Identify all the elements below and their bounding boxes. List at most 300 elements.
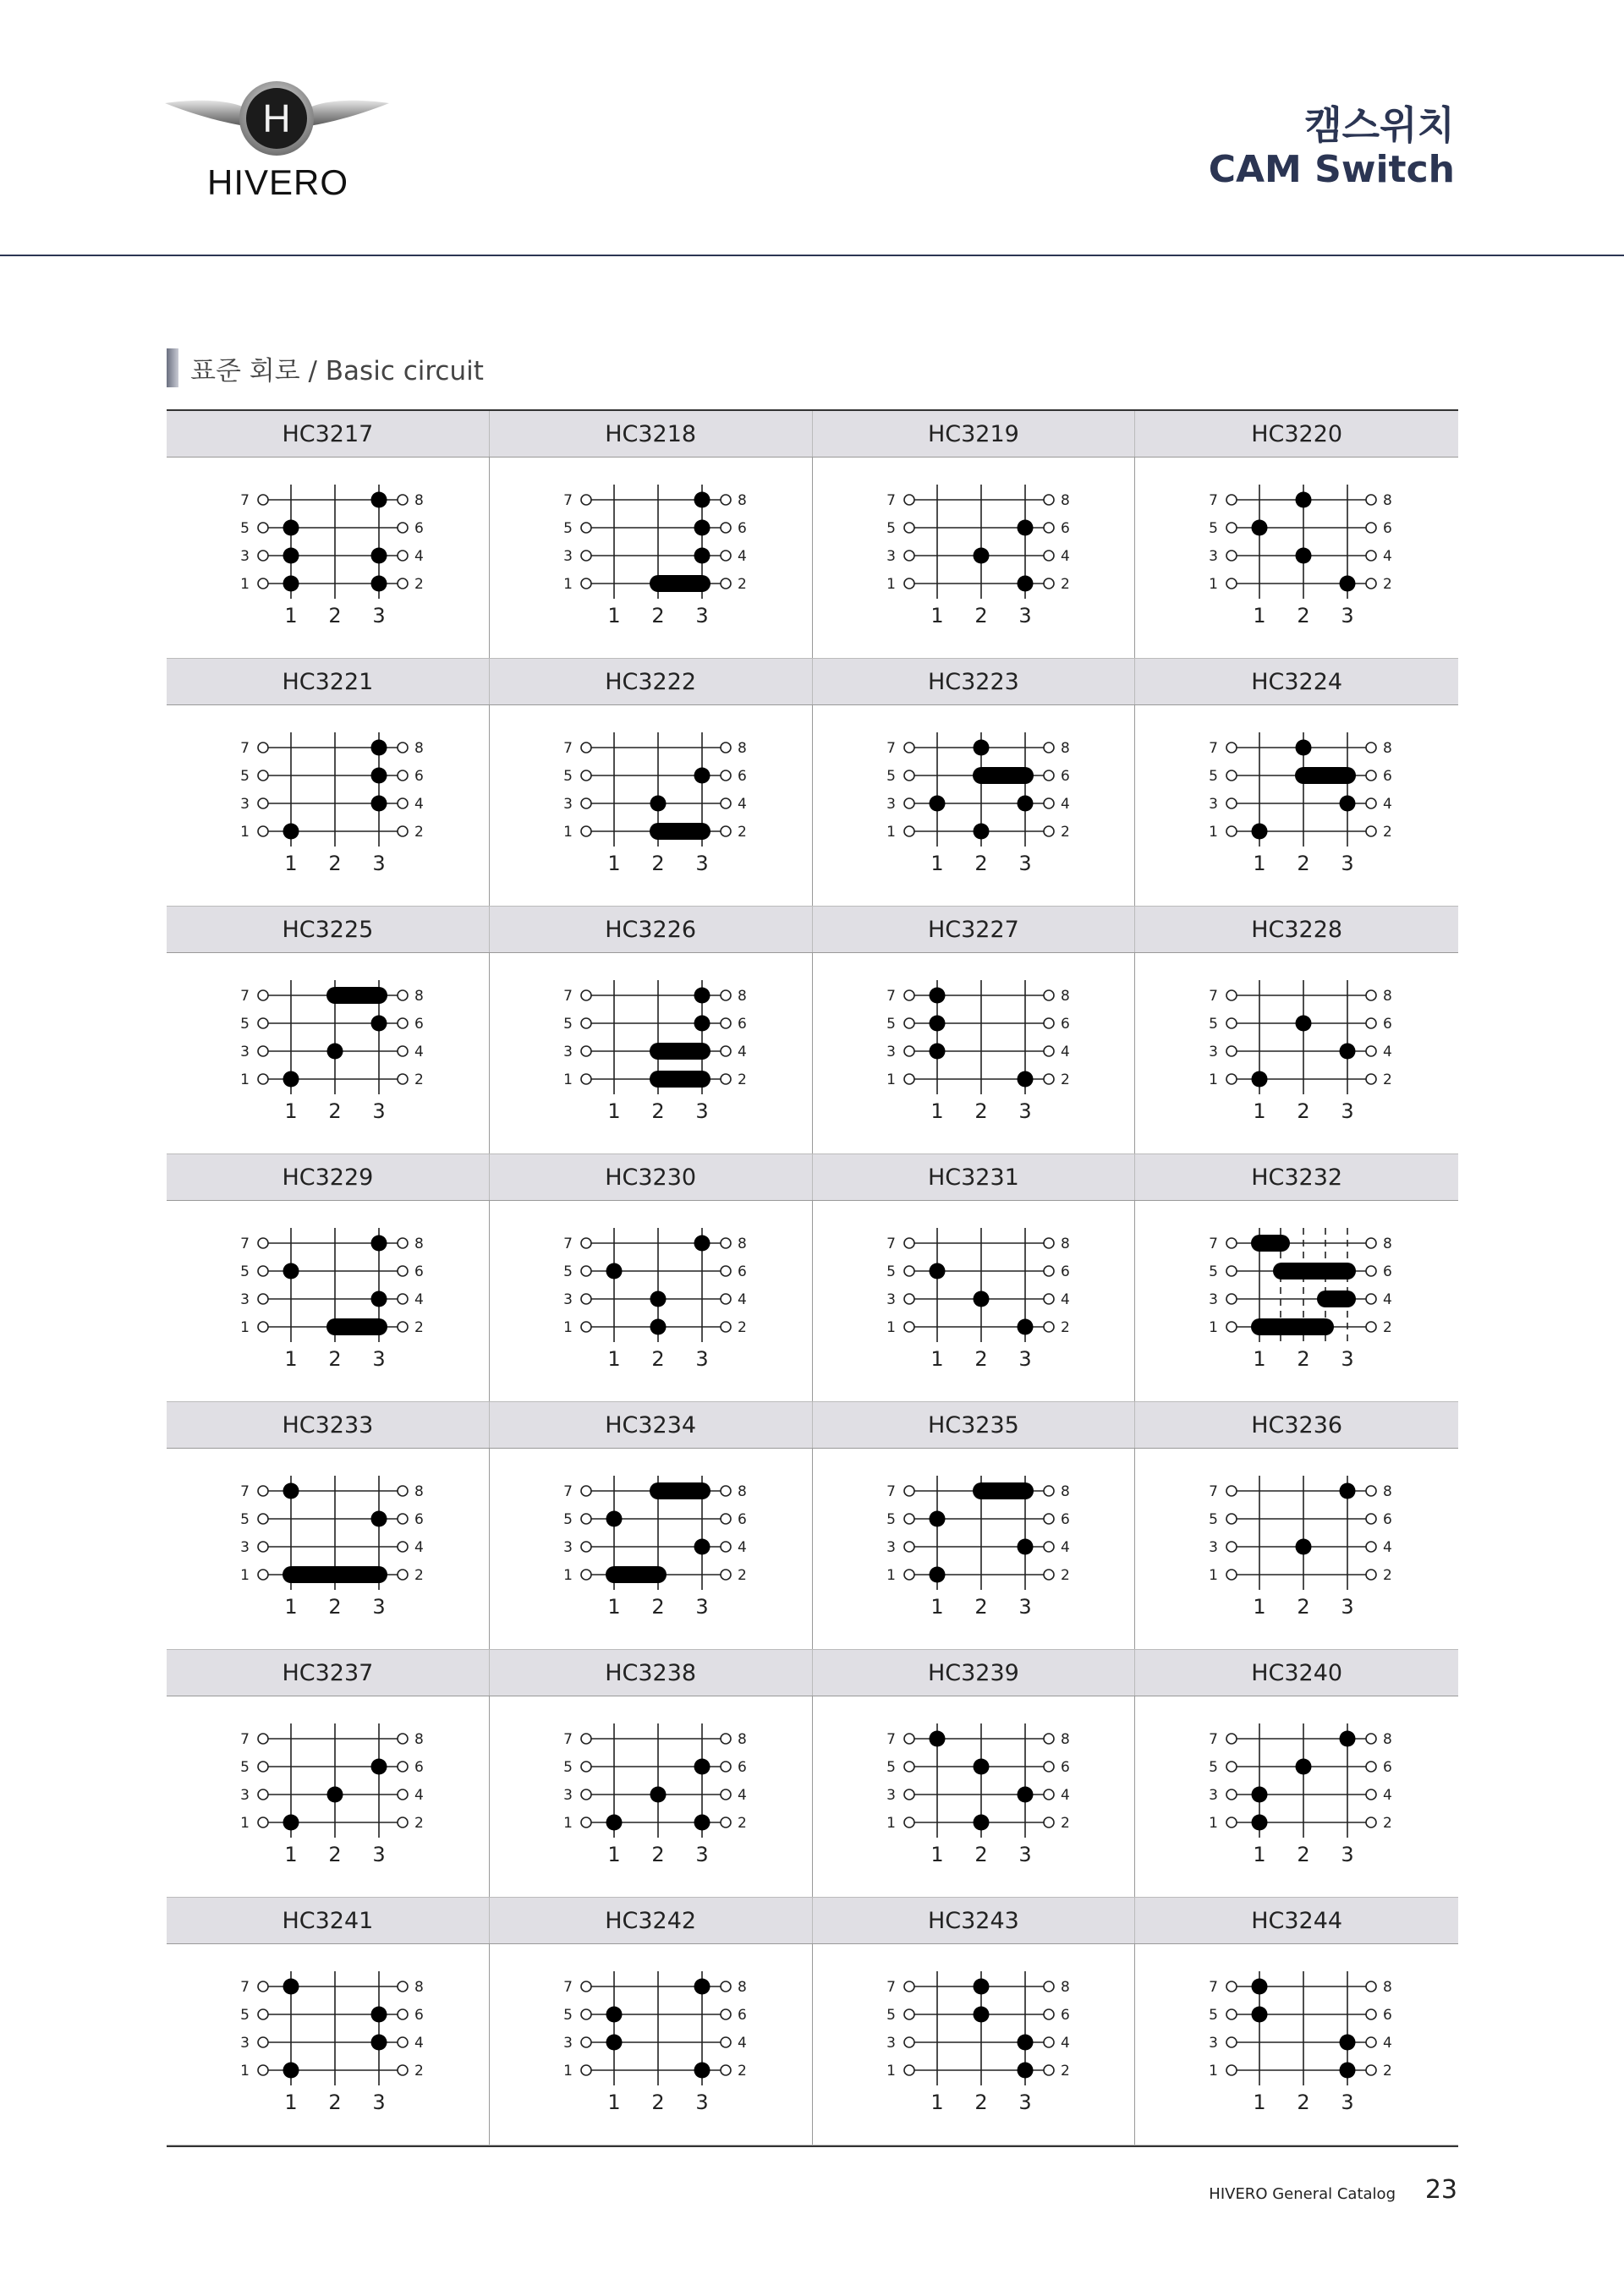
terminal-right — [1044, 1789, 1054, 1800]
contact-closed-dot — [1017, 1319, 1033, 1335]
terminal-label-right: 2 — [1383, 1319, 1393, 1336]
footer-catalog-name: HIVERO General Catalog — [1209, 2185, 1396, 2203]
contact-closed-dot — [283, 1979, 299, 1995]
terminal-left — [904, 2037, 914, 2047]
contact-closed-dot — [973, 548, 989, 564]
terminal-left — [904, 1074, 914, 1084]
terminal-label-right: 4 — [1383, 1291, 1393, 1308]
diagram-row — [167, 1201, 1458, 1402]
terminal-label-left: 5 — [240, 1759, 250, 1776]
model-name: HC3224 — [1251, 668, 1343, 695]
position-label: 1 — [1253, 1347, 1266, 1371]
header-divider — [0, 255, 1624, 256]
diagram-row — [167, 1696, 1458, 1898]
position-label: 3 — [1018, 1347, 1032, 1371]
circuit-cell — [813, 705, 1136, 906]
terminal-label-right: 4 — [1383, 2035, 1393, 2052]
terminal-left — [904, 1294, 914, 1304]
terminal-label-left: 7 — [1209, 1979, 1219, 1996]
position-label: 2 — [651, 1347, 665, 1371]
terminal-right — [398, 770, 408, 781]
terminal-label-right: 4 — [1060, 796, 1070, 813]
terminal-left — [904, 1542, 914, 1552]
contact-closed-dot — [283, 520, 299, 536]
svg-text:H: H — [262, 96, 291, 140]
cam-switch-diagram — [813, 953, 1135, 1154]
terminal-left — [904, 1046, 914, 1056]
contact-closed-dot — [694, 1016, 710, 1032]
terminal-left — [904, 1322, 914, 1332]
terminal-label-right: 8 — [1383, 492, 1393, 509]
terminal-right — [1044, 2065, 1054, 2075]
contact-closed-dot — [1017, 2063, 1033, 2079]
terminal-label-left: 7 — [562, 740, 573, 757]
contact-closed-dot — [694, 988, 710, 1004]
contact-closed-dot — [283, 1483, 299, 1499]
section-marker — [167, 348, 178, 387]
terminal-label-right: 4 — [414, 2035, 424, 2052]
terminal-label-left: 7 — [240, 492, 250, 509]
position-label: 1 — [284, 852, 298, 875]
circuit-cell — [490, 458, 813, 658]
terminal-label-left: 3 — [886, 796, 896, 813]
terminal-left — [581, 1046, 591, 1056]
terminal-left — [258, 2065, 268, 2075]
terminal-right — [398, 1762, 408, 1772]
terminal-left — [258, 1074, 268, 1084]
model-name: HC3230 — [490, 1154, 813, 1200]
terminal-left — [258, 743, 268, 753]
terminal-left — [1226, 2065, 1237, 2075]
terminal-label-right: 6 — [1383, 1016, 1393, 1033]
terminal-right — [1366, 1266, 1376, 1276]
terminal-right — [398, 2009, 408, 2019]
cam-switch-diagram — [1135, 1449, 1457, 1650]
terminal-right — [398, 1018, 408, 1028]
terminal-label-left: 3 — [1209, 1787, 1219, 1804]
terminal-label-right: 6 — [1383, 1511, 1393, 1528]
terminal-right — [1044, 2009, 1054, 2019]
terminal-right — [1044, 1734, 1054, 1744]
contact-closed-dot — [1017, 520, 1033, 536]
terminal-left — [1226, 495, 1237, 505]
contact-closed-dot — [650, 1319, 666, 1335]
contact-closed-dot — [283, 1263, 299, 1280]
position-label: 3 — [1018, 1595, 1032, 1619]
terminal-label-right: 4 — [414, 796, 424, 813]
position-label: 3 — [1018, 1843, 1032, 1866]
terminal-label-left: 5 — [1209, 1759, 1219, 1776]
position-label: 1 — [930, 1595, 944, 1619]
terminal-left — [904, 551, 914, 561]
terminal-label-right: 6 — [414, 1759, 424, 1776]
terminal-label-right: 4 — [1383, 548, 1393, 565]
terminal-right — [721, 551, 731, 561]
terminal-right — [398, 990, 408, 1000]
terminal-label-left: 7 — [886, 988, 896, 1005]
terminal-left — [581, 2009, 591, 2019]
contact-closed-bar — [650, 823, 710, 840]
position-label: 1 — [607, 1099, 621, 1123]
contact-closed-dot — [1340, 2035, 1356, 2051]
terminal-left — [581, 1734, 591, 1744]
terminal-right — [1044, 798, 1054, 808]
circuit-cell — [813, 953, 1136, 1153]
contact-closed-dot — [650, 1787, 666, 1803]
contact-closed-dot — [650, 796, 666, 812]
model-name: HC3238 — [490, 1650, 813, 1696]
contact-closed-bar — [283, 1566, 387, 1583]
terminal-label-right: 4 — [1383, 1539, 1393, 1556]
model-name: HC3240 — [1251, 1659, 1343, 1686]
terminal-left — [904, 826, 914, 836]
contact-closed-bar — [326, 987, 387, 1004]
table-bottom-rule — [167, 2145, 1458, 2147]
terminal-label-left: 1 — [1209, 576, 1219, 593]
terminal-right — [1366, 770, 1376, 781]
terminal-right — [1366, 2037, 1376, 2047]
model-header-row — [167, 907, 1458, 953]
terminal-left — [581, 1074, 591, 1084]
terminal-right — [721, 1514, 731, 1524]
terminal-left — [904, 1762, 914, 1772]
contact-closed-dot — [371, 1236, 387, 1252]
terminal-label-right: 8 — [414, 1483, 424, 1500]
terminal-label-right: 2 — [414, 1319, 424, 1336]
terminal-label-left: 7 — [1209, 492, 1219, 509]
contact-closed-dot — [1340, 796, 1356, 812]
terminal-label-right: 4 — [737, 1044, 747, 1060]
terminal-right — [1044, 1046, 1054, 1056]
terminal-left — [904, 1570, 914, 1580]
terminal-right — [398, 1486, 408, 1496]
contact-closed-dot — [371, 1511, 387, 1527]
terminal-left — [904, 798, 914, 808]
contact-closed-dot — [694, 1979, 710, 1995]
terminal-label-left: 3 — [886, 2035, 896, 2052]
terminal-right — [1044, 1486, 1054, 1496]
terminal-left — [581, 743, 591, 753]
circuit-cell — [167, 458, 490, 658]
terminal-label-left: 3 — [240, 1539, 250, 1556]
terminal-label-right: 6 — [1060, 1016, 1070, 1033]
terminal-left — [581, 1570, 591, 1580]
terminal-label-left: 7 — [886, 1236, 896, 1252]
brand-logo — [165, 78, 389, 213]
terminal-label-left: 5 — [886, 1263, 896, 1280]
terminal-label-right: 8 — [737, 740, 747, 757]
terminal-label-right: 4 — [737, 1539, 747, 1556]
terminal-label-left: 1 — [240, 1815, 250, 1832]
terminal-label-left: 1 — [886, 1815, 896, 1832]
circuit-cell — [1135, 705, 1458, 906]
terminal-right — [1044, 1018, 1054, 1028]
terminal-right — [1366, 1046, 1376, 1056]
terminal-label-right: 2 — [1060, 1319, 1070, 1336]
terminal-left — [258, 495, 268, 505]
terminal-left — [258, 1266, 268, 1276]
terminal-left — [904, 1238, 914, 1248]
contact-closed-dot — [1252, 824, 1268, 840]
terminal-label-left: 1 — [240, 824, 250, 841]
section-heading — [167, 348, 484, 387]
contact-closed-dot — [929, 1044, 945, 1060]
terminal-right — [1044, 826, 1054, 836]
terminal-label-right: 8 — [1060, 988, 1070, 1005]
terminal-left — [1226, 1981, 1237, 1992]
terminal-label-left: 5 — [886, 1511, 896, 1528]
terminal-label-left: 5 — [1209, 520, 1219, 537]
terminal-left — [258, 1294, 268, 1304]
terminal-left — [904, 770, 914, 781]
terminal-label-right: 8 — [737, 1731, 747, 1748]
terminal-right — [1366, 1981, 1376, 1992]
terminal-label-right: 4 — [1383, 1787, 1393, 1804]
terminal-label-right: 2 — [414, 576, 424, 593]
terminal-label-left: 3 — [1209, 1044, 1219, 1060]
terminal-left — [1226, 1046, 1237, 1056]
terminal-label-left: 1 — [886, 1319, 896, 1336]
circuit-cell — [490, 705, 813, 906]
terminal-right — [398, 1294, 408, 1304]
terminal-left — [1226, 990, 1237, 1000]
circuit-cell — [813, 458, 1136, 658]
terminal-right — [398, 1817, 408, 1827]
terminal-label-right: 6 — [414, 2007, 424, 2024]
terminal-right — [721, 798, 731, 808]
terminal-label-right: 2 — [414, 1567, 424, 1584]
terminal-right — [1366, 1294, 1376, 1304]
position-label: 1 — [607, 1347, 621, 1371]
position-label: 3 — [1341, 1595, 1354, 1619]
terminal-label-left: 5 — [562, 768, 573, 785]
terminal-label-left: 3 — [562, 796, 573, 813]
contact-closed-dot — [606, 2035, 622, 2051]
contact-closed-dot — [1252, 1815, 1268, 1831]
terminal-left — [581, 1322, 591, 1332]
terminal-label-right: 4 — [1060, 1044, 1070, 1060]
terminal-left — [581, 2037, 591, 2047]
terminal-label-left: 1 — [1209, 2063, 1219, 2080]
cam-switch-diagram — [167, 1449, 489, 1650]
contact-closed-dot — [694, 1815, 710, 1831]
position-label: 3 — [1341, 852, 1354, 875]
terminal-right — [1366, 551, 1376, 561]
terminal-left — [581, 2065, 591, 2075]
model-name: HC3237 — [167, 1650, 490, 1696]
contact-closed-bar — [326, 1318, 387, 1335]
contact-closed-dot — [929, 796, 945, 812]
terminal-left — [1226, 770, 1237, 781]
terminal-label-left: 1 — [240, 1567, 250, 1584]
contact-closed-dot — [1340, 1044, 1356, 1060]
terminal-label-right: 6 — [737, 1016, 747, 1033]
position-label: 2 — [328, 1099, 342, 1123]
terminal-left — [258, 1542, 268, 1552]
terminal-left — [1226, 551, 1237, 561]
terminal-label-right: 8 — [1060, 1979, 1070, 1996]
model-header-row — [167, 1154, 1458, 1201]
cam-switch-diagram — [813, 705, 1135, 907]
terminal-left — [581, 1542, 591, 1552]
terminal-label-left: 1 — [562, 1567, 573, 1584]
terminal-right — [1366, 1570, 1376, 1580]
contact-closed-dot — [371, 1759, 387, 1775]
terminal-label-left: 5 — [1209, 1511, 1219, 1528]
terminal-left — [258, 990, 268, 1000]
terminal-left — [1226, 1238, 1237, 1248]
model-name: HC3243 — [813, 1898, 1136, 1943]
position-label: 1 — [1253, 2091, 1266, 2114]
circuit-cell — [490, 1696, 813, 1897]
terminal-left — [581, 578, 591, 589]
terminal-right — [1366, 1018, 1376, 1028]
model-name: HC3235 — [813, 1402, 1136, 1448]
page-title-korean: 캠스위치 — [1304, 102, 1455, 148]
contact-closed-dot — [1017, 576, 1033, 592]
model-name: HC3223 — [813, 659, 1136, 704]
terminal-label-left: 5 — [240, 2007, 250, 2024]
contact-closed-dot — [371, 1291, 387, 1307]
terminal-label-left: 5 — [886, 520, 896, 537]
contact-closed-dot — [694, 1236, 710, 1252]
terminal-right — [721, 578, 731, 589]
contact-closed-dot — [929, 1567, 945, 1583]
contact-closed-dot — [371, 768, 387, 784]
terminal-left — [904, 1817, 914, 1827]
contact-closed-dot — [694, 520, 710, 536]
terminal-right — [1044, 743, 1054, 753]
contact-closed-dot — [371, 492, 387, 508]
position-label: 3 — [372, 2091, 386, 2114]
terminal-label-left: 1 — [886, 1071, 896, 1088]
terminal-label-left: 3 — [886, 1539, 896, 1556]
terminal-label-right: 8 — [1383, 1979, 1393, 1996]
terminal-label-right: 4 — [1060, 2035, 1070, 2052]
contact-closed-dot — [929, 1016, 945, 1032]
contact-closed-dot — [929, 1731, 945, 1747]
position-label: 2 — [974, 1843, 988, 1866]
contact-closed-dot — [283, 2063, 299, 2079]
position-label: 2 — [1297, 1347, 1310, 1371]
terminal-label-left: 1 — [1209, 824, 1219, 841]
terminal-label-left: 3 — [240, 1787, 250, 1804]
terminal-right — [1044, 1514, 1054, 1524]
terminal-left — [258, 1238, 268, 1248]
terminal-right — [1366, 2009, 1376, 2019]
terminal-right — [721, 1046, 731, 1056]
position-label: 1 — [607, 604, 621, 627]
terminal-label-left: 7 — [240, 1483, 250, 1500]
contact-closed-dot — [694, 2063, 710, 2079]
terminal-label-left: 5 — [240, 1511, 250, 1528]
contact-closed-dot — [973, 1759, 989, 1775]
cam-switch-diagram — [490, 1449, 812, 1650]
cam-switch-diagram — [490, 1696, 812, 1898]
terminal-left — [1226, 1762, 1237, 1772]
terminal-label-left: 3 — [562, 1787, 573, 1804]
contact-closed-dot — [1252, 2007, 1268, 2023]
terminal-label-left: 1 — [240, 1319, 250, 1336]
terminal-label-right: 2 — [1060, 1071, 1070, 1088]
model-name: HC3229 — [167, 1154, 490, 1200]
cam-switch-diagram — [167, 953, 489, 1154]
terminal-label-left: 5 — [562, 1511, 573, 1528]
terminal-label-right: 2 — [737, 824, 747, 841]
model-name: HC3234 — [490, 1402, 813, 1448]
terminal-left — [1226, 1486, 1237, 1496]
terminal-left — [581, 523, 591, 533]
position-label: 2 — [651, 2091, 665, 2114]
position-label: 1 — [607, 852, 621, 875]
terminal-right — [721, 1238, 731, 1248]
contact-closed-dot — [283, 1071, 299, 1088]
terminal-right — [1044, 1762, 1054, 1772]
terminal-label-right: 2 — [1060, 1815, 1070, 1832]
model-header-row — [167, 659, 1458, 705]
contact-closed-dot — [327, 1044, 343, 1060]
terminal-right — [721, 1817, 731, 1827]
terminal-label-left: 1 — [1209, 1071, 1219, 1088]
terminal-label-right: 6 — [1060, 768, 1070, 785]
contact-closed-dot — [973, 1815, 989, 1831]
position-label: 2 — [328, 1595, 342, 1619]
terminal-left — [258, 770, 268, 781]
terminal-right — [1044, 1322, 1054, 1332]
terminal-left — [258, 1486, 268, 1496]
terminal-right — [1366, 990, 1376, 1000]
position-label: 3 — [372, 1347, 386, 1371]
terminal-right — [721, 1266, 731, 1276]
cam-switch-diagram — [167, 458, 489, 659]
terminal-label-right: 8 — [414, 1731, 424, 1748]
terminal-left — [904, 1486, 914, 1496]
terminal-label-right: 2 — [1383, 1567, 1393, 1584]
terminal-left — [904, 1514, 914, 1524]
diagram-row — [167, 1449, 1458, 1650]
terminal-right — [721, 1074, 731, 1084]
position-label: 1 — [607, 1595, 621, 1619]
position-label: 1 — [284, 1843, 298, 1866]
terminal-right — [1044, 1570, 1054, 1580]
position-label: 2 — [328, 604, 342, 627]
contact-closed-dot — [1017, 796, 1033, 812]
cam-switch-diagram — [1135, 1696, 1457, 1898]
circuit-cell — [1135, 1696, 1458, 1897]
position-label: 2 — [1297, 1595, 1310, 1619]
terminal-label-left: 3 — [562, 548, 573, 565]
contact-closed-dot — [371, 2035, 387, 2051]
position-label: 3 — [1341, 1843, 1354, 1866]
terminal-left — [581, 826, 591, 836]
terminal-label-left: 5 — [886, 1759, 896, 1776]
terminal-right — [1044, 551, 1054, 561]
terminal-right — [1044, 1294, 1054, 1304]
terminal-label-right: 4 — [1060, 548, 1070, 565]
terminal-label-right: 8 — [737, 1979, 747, 1996]
cam-switch-diagram — [813, 1696, 1135, 1898]
circuit-cell — [490, 953, 813, 1153]
terminal-label-right: 4 — [737, 2035, 747, 2052]
contact-closed-bar — [973, 1482, 1034, 1499]
contact-closed-dot — [650, 1291, 666, 1307]
terminal-left — [581, 495, 591, 505]
terminal-right — [721, 2009, 731, 2019]
terminal-right — [398, 826, 408, 836]
terminal-label-right: 8 — [1383, 988, 1393, 1005]
terminal-right — [1366, 1486, 1376, 1496]
contact-closed-dot — [1252, 1071, 1268, 1088]
